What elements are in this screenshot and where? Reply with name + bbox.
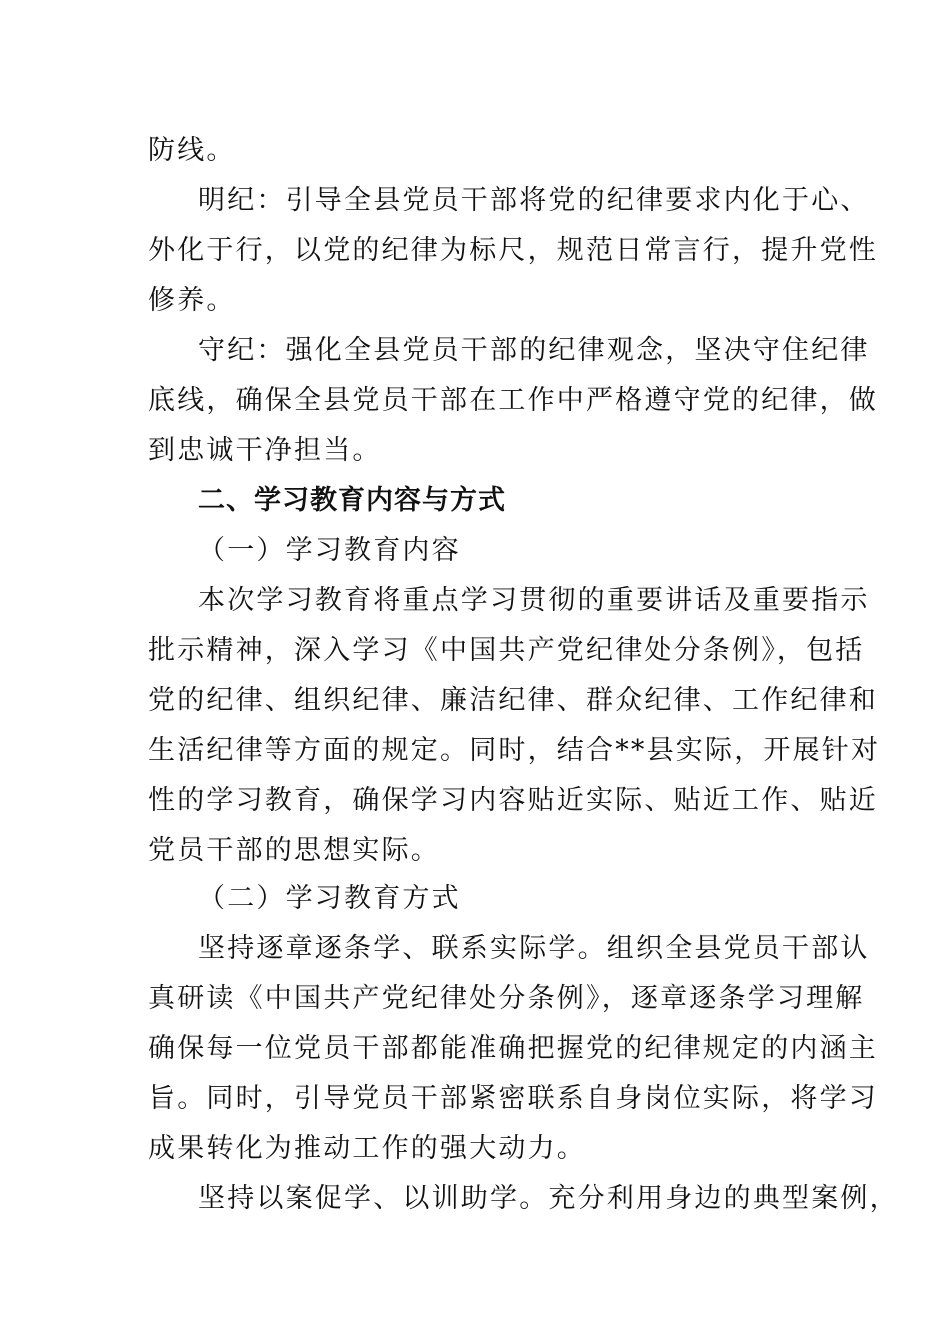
paragraph-line: 旨。同时，引导党员干部紧密联系自身岗位实际，将学习 [148,1083,878,1114]
subsection-heading: （二）学习教育方式 [198,883,461,914]
subsection-heading: （一）学习教育内容 [198,535,461,566]
paragraph-line: 性的学习教育，确保学习内容贴近实际、贴近工作、贴近 [148,785,878,816]
paragraph-line: 坚持逐章逐条学、联系实际学。组织全县党员干部认 [198,933,870,964]
paragraph-line: 守纪：强化全县党员干部的纪律观念，坚决守住纪律 [198,335,870,366]
paragraph-line: 外化于行，以党的纪律为标尺，规范日常言行，提升党性 [148,235,878,266]
section-heading: 二、学习教育内容与方式 [198,485,506,516]
paragraph-line: 坚持以案促学、以训助学。充分利用身边的典型案例， [198,1183,899,1214]
paragraph-line: 到忠诚干净担当。 [148,435,382,466]
paragraph-line: 确保每一位党员干部都能准确把握党的纪律规定的内涵主 [148,1033,878,1064]
paragraph-line: 修养。 [148,285,236,316]
paragraph-line: 生活纪律等方面的规定。同时，结合**县实际，开展针对 [148,735,881,766]
paragraph-line: 底线，确保全县党员干部在工作中严格遵守党的纪律，做 [148,385,878,416]
paragraph-line: 党员干部的思想实际。 [148,835,440,866]
paragraph-line: 本次学习教育将重点学习贯彻的重要讲话及重要指示 [198,585,870,616]
paragraph-line: 成果转化为推动工作的强大动力。 [148,1133,586,1164]
paragraph-line: 批示精神，深入学习《中国共产党纪律处分条例》，包括 [148,635,865,666]
paragraph-line: 党的纪律、组织纪律、廉洁纪律、群众纪律、工作纪律和 [148,685,878,716]
paragraph-line: 防线。 [148,135,236,166]
paragraph-line: 明纪：引导全县党员干部将党的纪律要求内化于心、 [198,185,870,216]
paragraph-line: 真研读《中国共产党纪律处分条例》，逐章逐条学习理解 [148,983,865,1014]
